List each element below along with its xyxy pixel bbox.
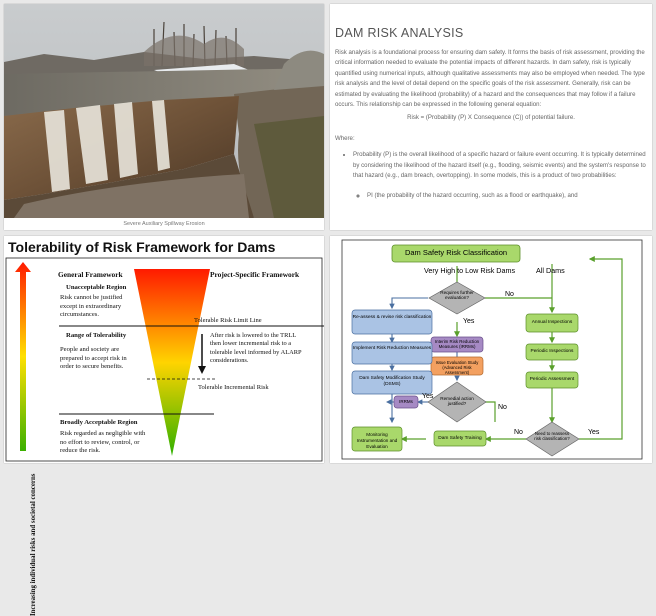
trll-label: Tolerable Risk Limit Line <box>194 317 262 324</box>
dam-risk-analysis-panel <box>330 4 652 230</box>
sub-list <box>353 191 647 201</box>
risk-triangle <box>134 269 210 456</box>
issue-evaluation-text: Issue Evaluation Study (Advanced Risk Assessment) <box>435 360 479 376</box>
spillway-erosion-photo <box>4 4 324 218</box>
range-of-tolerability-text: People and society are prepared to accept risk in order to secure benefits. <box>60 346 127 371</box>
training-text: Dam Safety Training <box>438 436 482 441</box>
yes-label-1: Yes <box>463 318 475 325</box>
intro-paragraph: Risk analysis is a foundational process for ensuring dam safety. It forms the basis of risk assessment, providing the critical information needed to evaluate the potential impacts of different hazards. In dam safety, risk is typically quantified using numerical inputs, although qualitative assessments may also be employed when needed. The type risk analysis and the level of detail depend on the specific goals of the risk assessment. Generally, risk can be estimated by evaluating the likelihood (probability) of a hazard and the consequences that may follow if a failure occurs. This relationship can be expressed in the following general equation: <box>335 49 645 109</box>
very-high-label: Very High to Low Risk Dams <box>424 266 516 275</box>
increasing-risk-arrow <box>15 262 31 451</box>
project-specific-label: Project-Specific Framework <box>210 270 300 279</box>
where-label: Where: <box>335 134 355 142</box>
risk-classification-flowchart-panel <box>330 236 652 463</box>
unacceptable-region-heading: Unacceptable Region <box>66 284 127 291</box>
no-label-3: No <box>514 429 523 436</box>
reassess-box <box>352 310 432 334</box>
yes-label-2: Yes <box>422 393 434 400</box>
irrms-text: IRRMs <box>399 399 413 404</box>
broadly-acceptable-heading: Broadly Acceptable Region <box>60 419 138 426</box>
section-title: DAM RISK ANALYSIS <box>335 26 464 40</box>
after-risk-text: After risk is lowered to the TRLL then lower incremental risk to a tolerable level informed by ALARP considerations. <box>210 332 302 364</box>
yes-label-3: Yes <box>588 429 600 436</box>
photo-caption: Severe Auxiliary Spillway Erosion <box>123 221 205 227</box>
no-label-1: No <box>505 291 514 298</box>
no-label-2: No <box>498 404 507 411</box>
range-of-tolerability-heading: Range of Tolerability <box>66 332 127 339</box>
general-framework-label: General Framework <box>58 270 123 279</box>
risk-equation: Risk = (Probability (P) X Consequence (C)) of potential failure. <box>407 114 575 122</box>
reassess-text: Re-assess & revise risk classification <box>352 315 432 320</box>
requires-evaluation-text: Requires further evaluation? <box>440 290 474 301</box>
down-arrow-head <box>198 366 206 374</box>
dsms-text: Dam Safety Modification Study (DSMS) <box>359 376 425 387</box>
all-dams-label: All Dams <box>536 266 565 275</box>
spillway-photo-panel <box>4 4 324 230</box>
pi-sub-bullet: ◦ PI (the probability of the hazard occurring, such as a flood or earthquake), and <box>367 191 647 201</box>
probability-bullet: • Probability (P) is the overall likelihood of a specific hazard or failure event occurring. It is typically determined by considering the likelihood of the hazard itself (e.g., flooding, seismic events) and the system's response to that hazard (e.g., dam breach, overtopping). In some models, this is a product of two probabilities: <box>353 150 647 181</box>
need-reassess-text: Need to reassess risk classification? <box>534 431 570 442</box>
broadly-acceptable-text: Risk regarded as negligible with no effort to review, control, or reduce the risk. <box>60 430 146 455</box>
definition-list <box>335 150 647 202</box>
article-body <box>335 48 647 212</box>
vertical-axis-label: Increasing individual risks and societal concerns <box>30 473 37 616</box>
periodic-inspections-text: Periodic Inspections <box>530 349 574 354</box>
remedial-text: Remedial action justified? <box>440 396 474 407</box>
annual-inspections-text: Annual Inspections <box>531 320 573 325</box>
tolerable-incremental-risk-label: Tolerable Incremental Risk <box>198 384 269 391</box>
unacceptable-region-text: Risk cannot be justified except in extraordinary circumstances. <box>60 294 123 319</box>
monitoring-text: Monitoring Instrumentation and Evaluation <box>356 432 398 449</box>
interim-text: Interim Risk Reduction Measures (IRRMs) <box>434 339 480 350</box>
periodic-assessment-text: Periodic Assessment <box>529 377 575 382</box>
flowchart-title: Dam Safety Risk Classification <box>404 248 508 257</box>
tolerability-framework-panel <box>4 236 324 616</box>
framework-title: Tolerability of Risk Framework for Dams <box>8 239 276 255</box>
implement-text: Implement Risk Reduction Measures <box>352 346 432 351</box>
